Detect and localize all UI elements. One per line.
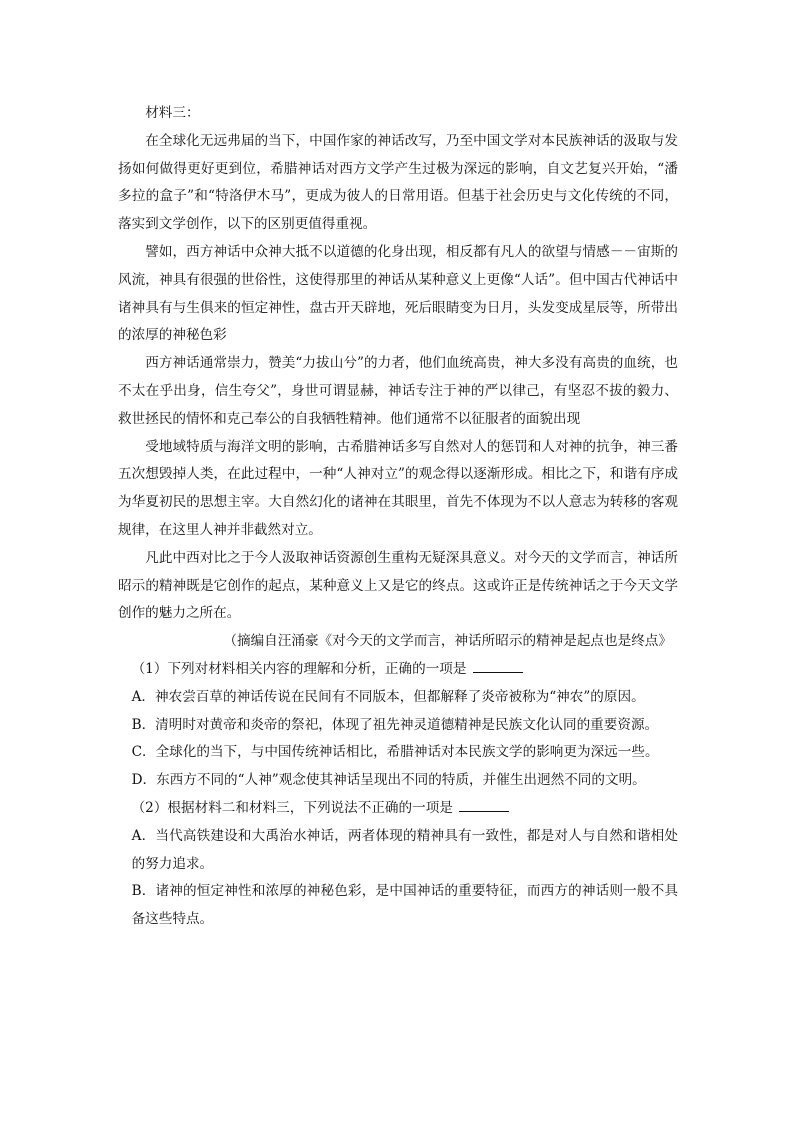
- paragraph-3: 西方神话通常崇力，赞美“力拔山兮”的力者，他们血统高贵，神大多没有高贵的血统，也不太在乎出身，信生夸父”，身世可谓显赫，神话专注于神的严以律己，有坚忍不拔的毅力、救世拯民的情怀和克己奉公的自我牺牲精神。他们通常不以征服者的面貌出现: [118, 355, 678, 427]
- question-2-text: （2）根据材料二和材料三，下列说法不正确的一项是: [131, 799, 453, 816]
- document-content: [118, 100, 678, 934]
- answer-blank-2[interactable]: [459, 797, 509, 812]
- question-2-stem: [118, 795, 678, 823]
- source-citation: （摘编自汪涌豪《对今天的文学而言，神话所昭示的精神是起点也是终点》: [223, 633, 672, 650]
- question-1-option-d: D．东西方不同的“人神”观念使其神话呈现出不同的特质，并催生出迥然不同的文明。: [131, 772, 646, 789]
- question-2-option-a: A．当代高铁建设和大禹治水神话，两者体现的精神具有一致性，都是对人与自然和谐相处的努力追求。: [131, 827, 678, 872]
- answer-blank-1[interactable]: [473, 658, 523, 673]
- question-2-option-b: B．诸神的恒定神性和浓厚的神秘色彩，是中国神话的重要特征，而西方的神话则一般不具备这些特点。: [131, 883, 678, 928]
- question-1-stem: [118, 656, 678, 684]
- paragraph-1: 在全球化无远弗届的当下，中国作家的神话改写，乃至中国文学对本民族神话的汲取与发扬如何做得更好更到位，希腊神话对西方文学产生过极为深远的影响，自文艺复兴开始，“潘多拉的盒子”和“特洛伊木马”，更成为彼人的日常用语。但基于社会历史与文化传统的不同，落实到文学创作，以下的区别更值得重视。: [118, 132, 678, 233]
- question-1-text: （1）下列对材料相关内容的理解和分析，正确的一项是: [131, 660, 467, 677]
- question-1-option-c: C．全球化的当下，与中国传统神话相比，希腊神话对本民族文学的影响更为深远一些。: [131, 744, 659, 761]
- paragraph-4: 受地域特质与海洋文明的影响，古希腊神话多写自然对人的惩罚和人对神的抗争，神三番五次想毁掉人类，在此过程中，一种“人神对立”的观念得以逐渐形成。相比之下，和谐有序成为华夏初民的思想主宰。大自然幻化的诸神在其眼里，首先不体现为不以人意志为转移的客观规律，在这里人神并非截然对立。: [118, 438, 678, 538]
- paragraph-5: 凡此中西对比之于今人汲取神话资源创生重构无疑深具意义。对今天的文学而言，神话所昭示的精神既是它创作的起点，某种意义上又是它的终点。这或许正是传统神话之于今天文学创作的魅力之所在。: [118, 549, 678, 622]
- question-1-option-b: B．清明时对黄帝和炎帝的祭祀，体现了祖先神灵道德精神是民族文化认同的重要资源。: [131, 716, 659, 733]
- paragraph-2: 譬如，西方神话中众神大抵不以道德的化身出现，相反都有凡人的欲望与情感－－宙斯的风流，神具有很强的世俗性，这使得那里的神话从某种意义上更像“人话”。但中国古代神话中诸神具有与生俱来的恒定神性，盘古开天辟地，死后眼睛变为日月，头发变成星辰等，所带出的浓厚的神秘色彩: [118, 243, 678, 344]
- material-title: 材料三：: [145, 105, 200, 121]
- question-1-option-a: A．神农尝百草的神话传说在民间有不同版本，但都解释了炎帝被称为“神农”的原因。: [131, 688, 645, 705]
